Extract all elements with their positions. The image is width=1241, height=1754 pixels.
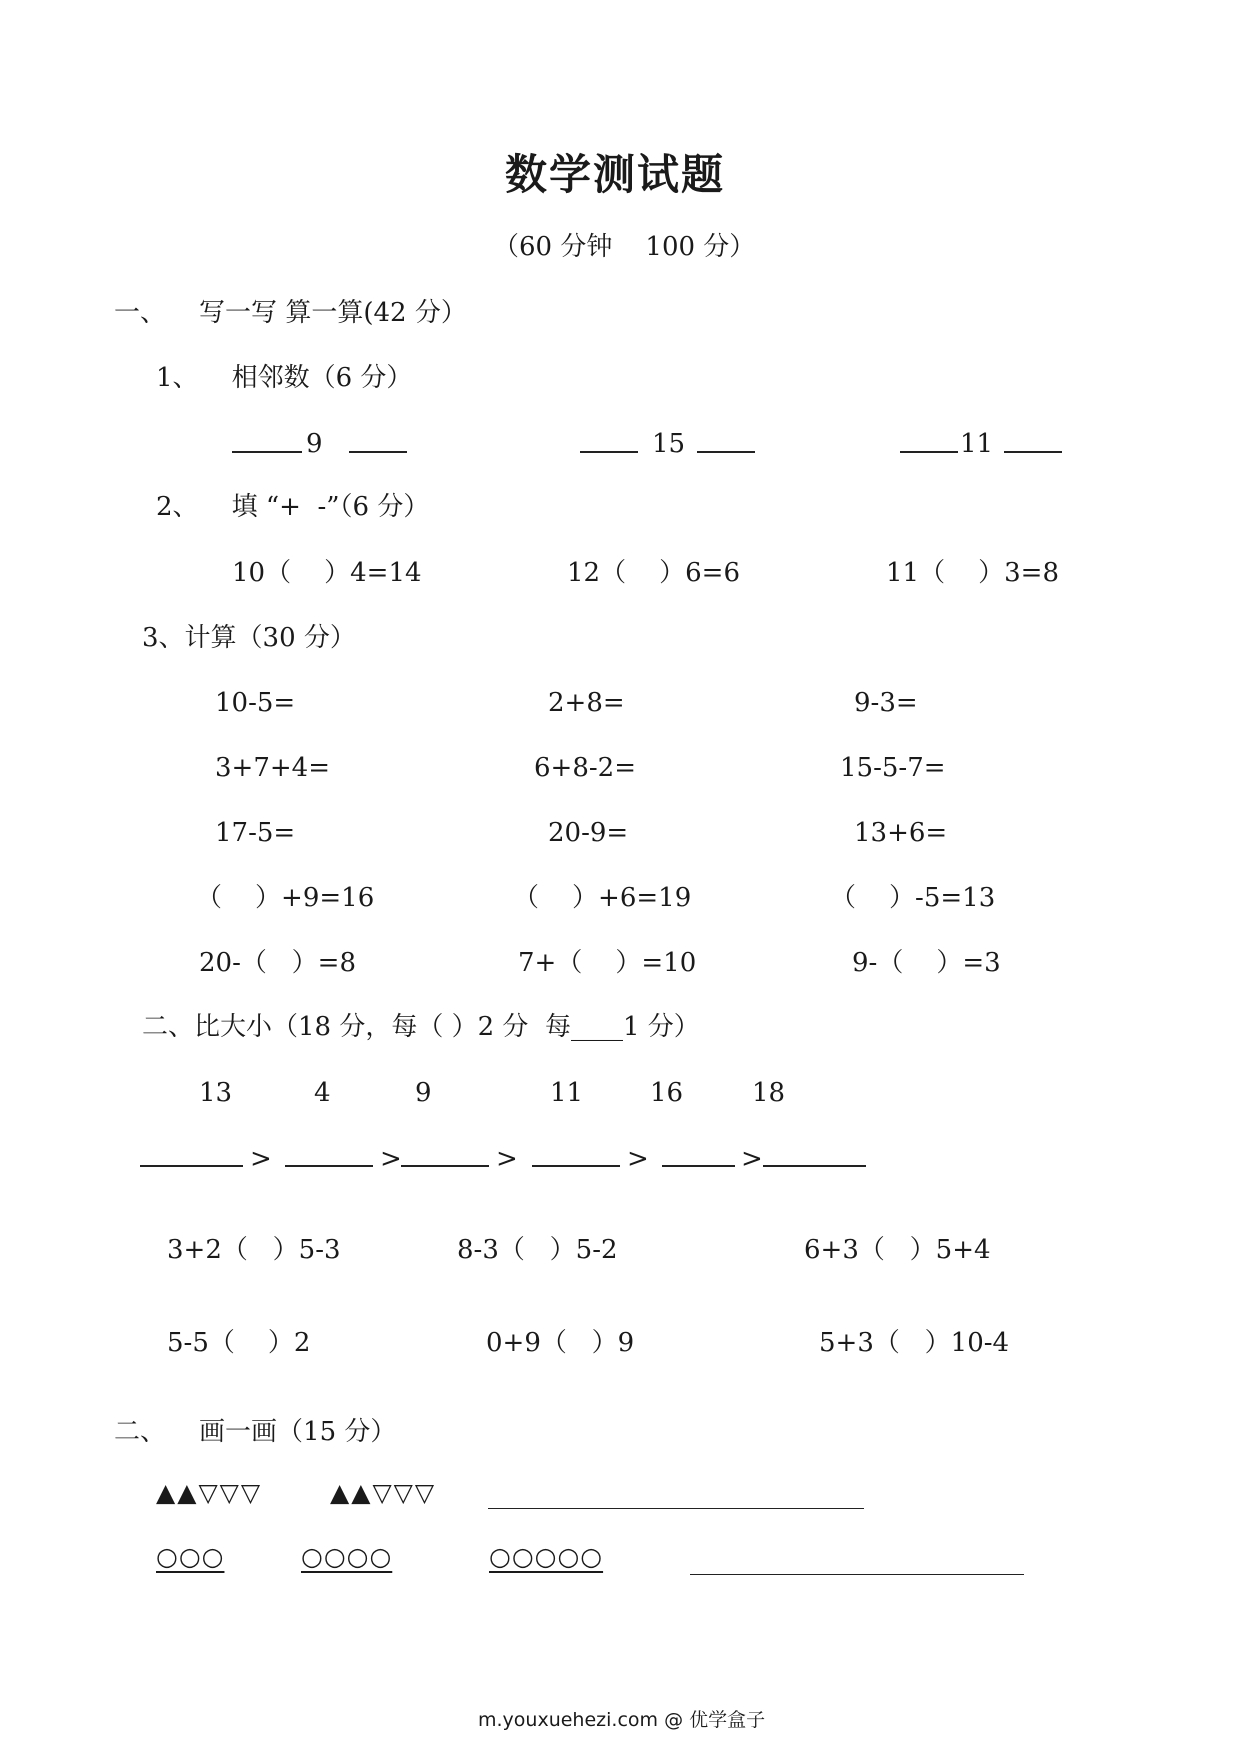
greater-than-sign: > xyxy=(250,1144,272,1174)
neighbor-number: 15 xyxy=(652,429,686,459)
calc-item: 13+6= xyxy=(854,818,948,848)
order-blank[interactable] xyxy=(140,1165,243,1167)
calc-item: 20-9= xyxy=(548,818,629,848)
order-blank[interactable] xyxy=(401,1165,489,1167)
compare-item: 5-5（ ）2 xyxy=(167,1328,311,1358)
calc-item: 7+（ ）=10 xyxy=(518,948,697,978)
greater-than-sign: > xyxy=(380,1144,402,1174)
compare-item: 3+2（ ）5-3 xyxy=(167,1235,341,1265)
neighbor-number: 11 xyxy=(960,429,994,459)
answer-blank[interactable] xyxy=(232,451,302,453)
question-2-label: 2、 填 “+ -”（6 分） xyxy=(156,492,430,522)
circle-group: ○○○○ xyxy=(301,1542,393,1571)
compare-item: 8-3（ ）5-2 xyxy=(457,1235,618,1265)
compare-number: 13 xyxy=(199,1078,233,1108)
compare-number: 4 xyxy=(314,1078,331,1108)
answer-blank[interactable] xyxy=(1004,451,1062,453)
question-1-label: 1、 相邻数（6 分） xyxy=(156,363,413,393)
calc-item: 3+7+4= xyxy=(215,753,330,783)
calc-item: 2+8= xyxy=(548,688,625,718)
question-3-label: 3、计算（30 分） xyxy=(142,623,356,653)
compare-item: 0+9（ ）9 xyxy=(486,1328,635,1358)
answer-blank[interactable] xyxy=(349,451,407,453)
order-blank[interactable] xyxy=(285,1165,373,1167)
answer-blank[interactable] xyxy=(697,451,755,453)
calc-item: 20-（ ）=8 xyxy=(199,948,356,978)
calc-item: 15-5-7= xyxy=(840,753,946,783)
calc-item: 6+8-2= xyxy=(534,753,636,783)
section-3-heading: 二、 画一画（15 分） xyxy=(114,1417,397,1447)
calc-item: 9-（ ）=3 xyxy=(852,948,1001,978)
sign-fill-item: 10（ ）4=14 xyxy=(232,558,422,588)
neighbor-number: 9 xyxy=(306,429,323,459)
calc-item: （ ）+6=19 xyxy=(513,883,692,913)
triangle-group: ▲▲▽▽▽ xyxy=(330,1478,437,1507)
footer-watermark: m.youxuehezi.com @ 优学盒子 xyxy=(478,1709,766,1731)
circle-group: ○○○○○ xyxy=(489,1542,604,1571)
order-blank[interactable] xyxy=(532,1165,620,1167)
triangle-group: ▲▲▽▽▽ xyxy=(156,1478,263,1507)
calc-item: 10-5= xyxy=(215,688,296,718)
order-blank[interactable] xyxy=(763,1165,866,1167)
calc-item: （ ）-5=13 xyxy=(830,883,996,913)
page-subtitle: （60 分钟 100 分） xyxy=(493,232,756,262)
answer-blank[interactable] xyxy=(580,451,638,453)
sign-fill-item: 12（ ）6=6 xyxy=(567,558,741,588)
greater-than-sign: > xyxy=(627,1144,649,1174)
compare-number: 18 xyxy=(752,1078,786,1108)
compare-number: 16 xyxy=(650,1078,684,1108)
compare-number: 11 xyxy=(550,1078,584,1108)
compare-item: 5+3（ ）10-4 xyxy=(819,1328,1010,1358)
greater-than-sign: > xyxy=(741,1144,763,1174)
compare-item: 6+3（ ）5+4 xyxy=(804,1235,991,1265)
calc-item: 17-5= xyxy=(215,818,296,848)
pattern-answer-line[interactable] xyxy=(690,1574,1024,1575)
compare-number: 9 xyxy=(415,1078,432,1108)
section-2-heading: 二、比大小（18 分，每（ ）2 分 每____1 分） xyxy=(142,1012,700,1042)
page-title: 数学测试题 xyxy=(505,150,726,199)
answer-blank[interactable] xyxy=(900,451,958,453)
section-1-heading: 一、 写一写 算一算(42 分） xyxy=(114,298,467,328)
circle-group: ○○○ xyxy=(156,1542,225,1571)
sign-fill-item: 11（ ）3=8 xyxy=(886,558,1060,588)
order-blank[interactable] xyxy=(662,1165,735,1167)
calc-item: 9-3= xyxy=(854,688,918,718)
greater-than-sign: > xyxy=(496,1144,518,1174)
pattern-answer-line[interactable] xyxy=(488,1508,864,1509)
calc-item: （ ）+9=16 xyxy=(196,883,375,913)
